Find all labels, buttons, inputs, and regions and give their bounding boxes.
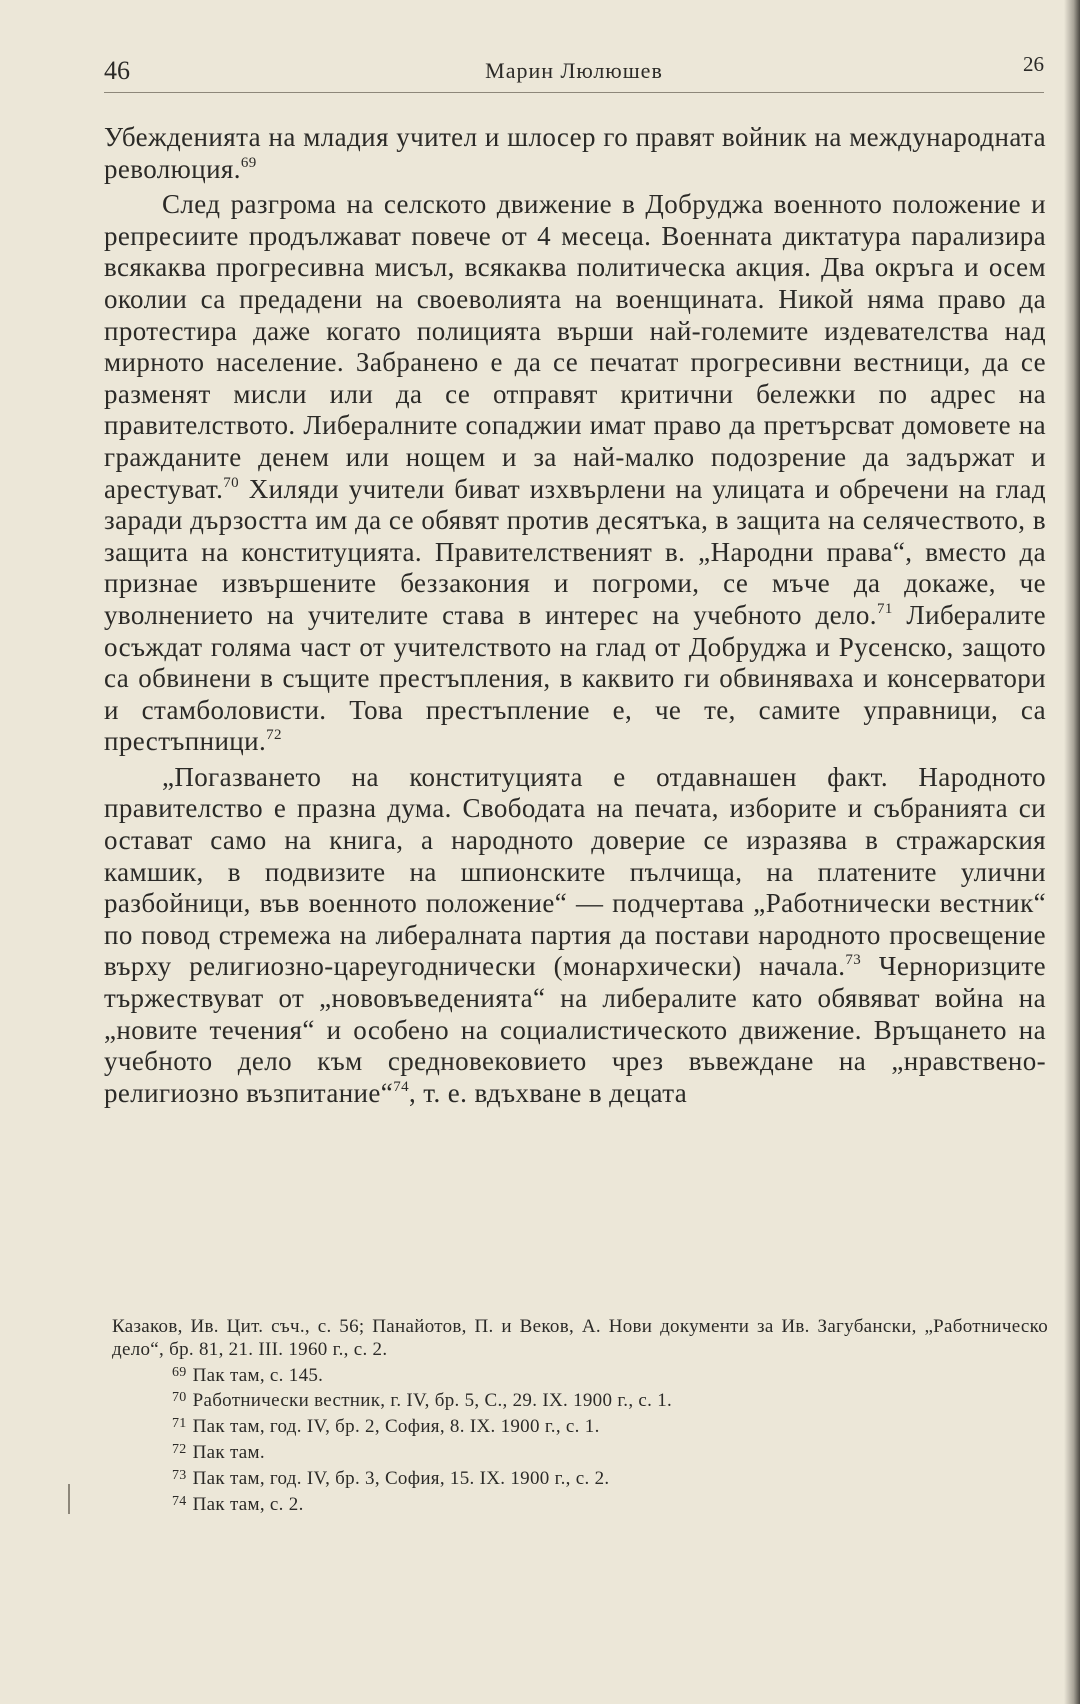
- footnote-ref: 73: [845, 952, 862, 969]
- page-edge-shadow: [1064, 0, 1080, 1704]
- footnote-text: Пак там.: [192, 1441, 265, 1463]
- paragraph: [104, 762, 1046, 1110]
- main-text: [104, 122, 1046, 1109]
- paragraph-text: Либералите осъждат голяма част от учителството на глад от Добруджа и Русенско, защото са обвинени в същите престъпления, в каквито ги обвиняваха и консерватори и стамболовисти. Това престъпление е, че те, самите управници, са престъпници.: [104, 599, 1046, 757]
- page-number: 46: [104, 56, 130, 85]
- header-rule: [104, 92, 1044, 93]
- footnote-number: 71: [172, 1416, 187, 1432]
- paragraph-text: Хиляди учители биват изхвърлени на улицата и обречени на глад заради дързостта им да се обявят против десятъка, в защита на селячеството, в защита на конституцията. Правителственият в. „Народни права“, вместо да признае извършените беззакония и погроми, се мъче да докаже, че уволнението на учителите става в интерес на учебното дело.: [104, 473, 1046, 630]
- footnote: [112, 1387, 1048, 1413]
- footnote-text: Пак там, год. IV, бр. 2, София, 8. IX. 1900 г., с. 1.: [192, 1416, 600, 1438]
- paragraph-text: След разгрома на селското движение в Добруджа военното положение и репресиите продължават повече от 4 месеца. Военната диктатура парализира всякаква прогресивна мисъл, всякаква политическа акция. Два окръга и осем околии са предадени на своеволията на военщината. Никой няма право да протестира даже когато полицията върши най-големите издевателства над мирното население. Забранено е да се печатат прогресивни вестници, да се разменят мисли или да се отправят критични бележки по адрес на правителството. Либералните сопаджии имат право да претърсват домовете на гражданите денем или нощем и за най-малко подозрение да задържат и арестуват.: [104, 189, 1046, 504]
- footnote-number: 70: [172, 1390, 187, 1406]
- footnote-ref: 70: [223, 474, 240, 491]
- footnote-number: 73: [172, 1467, 187, 1483]
- paragraph: [104, 122, 1046, 185]
- footnote-text: Пак там, с. 2.: [192, 1493, 304, 1515]
- sheet-number: 26: [1023, 52, 1044, 76]
- footnote-ref: 71: [876, 600, 893, 617]
- paragraph: [104, 189, 1046, 758]
- footnote-text: Пак там, год. IV, бр. 3, София, 15. IX. 1900 г., с. 2.: [192, 1467, 610, 1489]
- page-header: [104, 52, 1044, 96]
- footnote: [112, 1491, 1048, 1517]
- footnote-ref: 69: [240, 154, 257, 171]
- footnote-number: 69: [172, 1364, 187, 1380]
- footnote: [112, 1439, 1048, 1465]
- footnote-text: Пак там, с. 145.: [192, 1364, 324, 1386]
- paragraph-text: , т. е. вдъхване в децата: [409, 1077, 688, 1108]
- footnote: [112, 1362, 1048, 1388]
- footnote-ref: 74: [393, 1078, 409, 1095]
- footnote-number: 74: [172, 1493, 187, 1509]
- footnote-number: 72: [172, 1441, 187, 1457]
- paragraph-text: Черноризците тържествуват от „нововъведенията“ на либералите като обявяват война на „новите течения“ и особено на социалистическото движение. Връщането на учебното дело към средновековието чрез въвеждане на „нравствено-религиозно възпитание“: [104, 951, 1046, 1108]
- running-title: Марин Люлюшев: [485, 58, 663, 83]
- footnotes: [112, 1316, 1048, 1516]
- paragraph-text: „Погазването на конституцията е отдавнашен факт. Народното правителство е празна дума. Свободата на печата, изборите и събранията си остават само на книга, а народното доверие се изразява в стражарския камшик, в подвизите на шпионските пълчища, на платените улични разбойници, във военното положение“ — подчертава „Работнически вестник“ по повод стремежа на либералната партия да постави народното просвещение върху религиозно-цареугоднически (монархически) начала.: [104, 761, 1046, 982]
- footnote-continuation: Казаков, Ив. Цит. съч., с. 56; Панайотов, П. и Веков, А. Нови документи за Ив. Загубански, „Работническо дело“, бр. 81, 21. III. 1960 г., с. 2.: [112, 1316, 1048, 1360]
- footnote-ref: 72: [266, 727, 282, 744]
- paragraph-text: Убежденията на младия учител и шлосер го правят войник на международната революция.: [104, 122, 1046, 184]
- footnote: [112, 1465, 1048, 1491]
- margin-mark: [68, 1484, 70, 1514]
- footnote: [112, 1413, 1048, 1439]
- footnote-text: Работнически вестник, г. IV, бр. 5, С., 29. IX. 1900 г., с. 1.: [192, 1390, 673, 1412]
